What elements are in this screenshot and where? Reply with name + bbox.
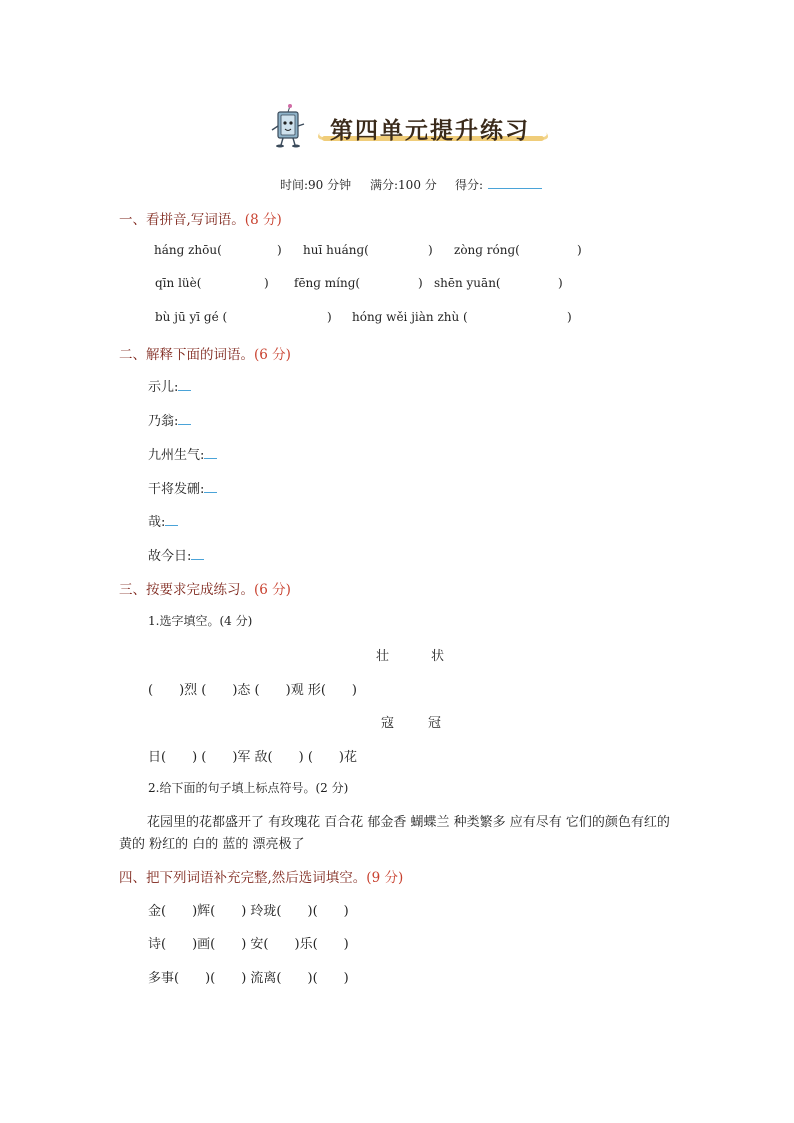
- section-2-heading: 二、解释下面的词语。(6 分): [119, 347, 291, 363]
- pinyin-blank[interactable]: ): [567, 310, 572, 324]
- punctuation-sentence: 花园里的花都盛开了 有玫瑰花 百合花 郁金香 蝴蝶兰 种类繁多 应有尽有 它们的颜色有红的 黄的 粉红的 白的 蓝的 漂亮极了: [119, 815, 670, 852]
- idiom-fill-line[interactable]: 诗( )画( ) 安( )乐( ): [148, 937, 349, 952]
- pinyin-blank[interactable]: ): [327, 310, 332, 324]
- term-item: 九州生气:: [148, 444, 217, 463]
- pinyin-item: shēn yuān(: [434, 276, 501, 290]
- answer-blank[interactable]: [204, 480, 217, 493]
- pinyin-item: huī huánɡ(: [303, 243, 369, 257]
- pinyin-blank[interactable]: ): [277, 243, 282, 257]
- full-score-info: 满分:100 分: [370, 178, 437, 192]
- term-item: 乃翁:: [148, 410, 191, 429]
- answer-blank[interactable]: [204, 446, 217, 459]
- pinyin-item: fēnɡ mínɡ(: [294, 276, 361, 290]
- idiom-fill-line[interactable]: 多事( )( ) 流离( )( ): [148, 971, 349, 986]
- idiom-fill-line[interactable]: 金( )辉( ) 玲珑( )( ): [148, 904, 349, 919]
- pinyin-item: bù jū yī ɡé (: [155, 310, 228, 324]
- pinyin-item: zònɡ rónɡ(: [454, 243, 520, 257]
- pinyin-blank[interactable]: ): [428, 243, 433, 257]
- score-label: 得分:: [455, 178, 484, 192]
- choice-char: 寇: [381, 716, 395, 731]
- score-blank[interactable]: [488, 176, 542, 189]
- pinyin-blank[interactable]: ): [558, 276, 563, 290]
- fill-line[interactable]: 日( ) ( )军 敌( ) ( )花: [148, 750, 357, 765]
- pinyin-item: hánɡ zhōu(: [154, 243, 222, 257]
- subquestion-2: 2.给下面的句子填上标点符号。(2 分): [148, 781, 349, 795]
- answer-blank[interactable]: [178, 378, 191, 391]
- fill-line[interactable]: ( )烈 ( )态 ( )观 形( ): [148, 683, 357, 698]
- pinyin-blank[interactable]: ): [264, 276, 269, 290]
- term-item: 哉:: [148, 511, 178, 530]
- term-item: 干将发硎:: [148, 478, 217, 497]
- choice-char: 状: [431, 649, 445, 664]
- book-mascot-icon: [268, 104, 308, 148]
- section-1-heading: 一、看拼音,写词语。(8 分): [119, 212, 282, 228]
- answer-blank[interactable]: [191, 547, 204, 560]
- term-item: 示儿:: [148, 376, 191, 395]
- choice-char: 冠: [428, 716, 442, 731]
- choice-char: 壮: [376, 649, 390, 664]
- pinyin-blank[interactable]: ): [577, 243, 582, 257]
- pinyin-blank[interactable]: ): [418, 276, 423, 290]
- answer-blank[interactable]: [165, 513, 178, 526]
- pinyin-item: hónɡ wěi jiàn zhù (: [352, 310, 468, 324]
- pinyin-item: qīn lüè(: [155, 276, 202, 290]
- section-3-heading: 三、按要求完成练习。(6 分): [119, 582, 291, 598]
- page-title: 第四单元提升练习: [330, 117, 530, 144]
- answer-blank[interactable]: [178, 412, 191, 425]
- term-item: 故今日:: [148, 545, 204, 564]
- subquestion-1: 1.选字填空。(4 分): [148, 614, 253, 628]
- time-info: 时间:90 分钟: [280, 178, 352, 192]
- section-4-heading: 四、把下列词语补充完整,然后选词填空。(9 分): [119, 870, 404, 886]
